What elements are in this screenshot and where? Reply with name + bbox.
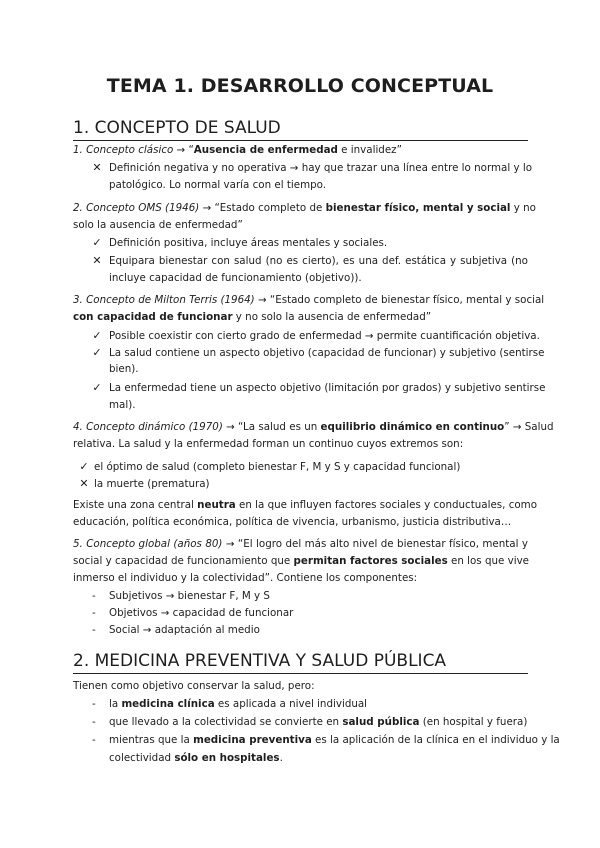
cross-icon: ✕	[92, 254, 102, 267]
concepto-dinamico-label: 4. Concepto dinámico (1970)	[73, 421, 223, 433]
text: mientras que la	[109, 734, 194, 746]
dash-bullet: -	[92, 698, 96, 710]
text: colectividad	[109, 752, 175, 764]
list-item-text	[109, 715, 527, 729]
check-icon: ✓	[92, 381, 102, 394]
bold-text: salud pública	[342, 716, 420, 728]
list-item-text: La salud contiene un aspecto objetivo (capacidad de funcionar) y subjetivo (sentirse	[109, 347, 545, 359]
list-item-text: Posible coexistir con cierto grado de enfermedad → permite cuantificación objetiva.	[109, 330, 540, 342]
list-item-text: Subjetivos → bienestar F, M y S	[109, 590, 270, 602]
text: la	[109, 698, 122, 710]
arrow-text: → “	[173, 144, 194, 156]
list-item-text: incluye capacidad de funcionamiento (objetivo)).	[109, 272, 362, 284]
bold-text: bienestar físico, mental y social	[325, 202, 511, 214]
list-item-text: Objetivos → capacidad de funcionar	[109, 607, 294, 619]
text: → “El logro del más alto nivel de bienestar físico, mental y	[222, 538, 528, 550]
text: .	[279, 752, 283, 764]
text: → “Estado completo de	[199, 202, 326, 214]
check-icon: ✓	[92, 346, 102, 359]
list-item-text	[109, 697, 367, 711]
list-item-text: patológico. Lo normal varía con el tiempo.	[109, 179, 327, 191]
list-item-text: bien).	[109, 363, 139, 375]
bold-text: medicina preventiva	[193, 734, 312, 746]
list-item-text	[109, 733, 560, 747]
list-item-text: la muerte (prematura)	[94, 478, 210, 490]
text: social y capacidad de funcionamiento que	[73, 555, 294, 567]
text: que llevado a la colectividad se convierte en	[109, 716, 343, 728]
text: es aplicada a nivel individual	[214, 698, 368, 710]
list-item-text: Definición negativa y no operativa → hay que trazar una línea entre lo normal y lo	[109, 162, 532, 174]
list-item-text: Equipara bienestar con salud (no es cierto), es una def. estática y subjetiva (no	[109, 255, 528, 267]
list-item-text: el óptimo de salud (completo bienestar F, M y S y capacidad funcional)	[94, 461, 461, 473]
list-item-text: Social → adaptación al medio	[109, 624, 260, 636]
paragraph-line: educación, política económica, política de vivencia, urbanismo, justicia distributiva…	[73, 516, 512, 528]
text: es la aplicación de la clínica en el individuo y la	[311, 734, 560, 746]
concepto-global-line	[73, 537, 528, 551]
list-item-text: mal).	[109, 399, 136, 411]
bold-text: permitan factores sociales	[293, 555, 448, 567]
dash-bullet: -	[92, 590, 96, 602]
text: Existe una zona central	[73, 499, 198, 511]
dash-bullet: -	[92, 624, 96, 636]
check-icon: ✓	[92, 236, 102, 249]
dash-bullet: -	[92, 716, 96, 728]
dash-bullet: -	[92, 734, 96, 746]
dash-bullet: -	[92, 607, 96, 619]
check-icon: ✓	[79, 460, 89, 473]
cross-icon: ✕	[79, 477, 89, 490]
paragraph-line: relativa. La salud y la enfermedad forman un continuo cuyos extremos son:	[73, 438, 464, 450]
concepto-oms-line	[73, 201, 536, 215]
rest-text: e invalidez”	[337, 144, 402, 156]
section-heading-concepto-salud: 1. CONCEPTO DE SALUD	[73, 117, 528, 141]
section-heading-medicina-preventiva: 2. MEDICINA PREVENTIVA Y SALUD PÚBLICA	[73, 650, 528, 674]
check-icon: ✓	[92, 329, 102, 342]
cross-icon: ✕	[92, 161, 102, 174]
paragraph-line: Tienen como objetivo conservar la salud, pero:	[73, 680, 315, 692]
bold-text: neutra	[197, 499, 236, 511]
concepto-terris-label: 3. Concepto de Milton Terris (1964)	[73, 294, 255, 306]
bold-text: equilibrio dinámico en continuo	[320, 421, 505, 433]
concepto-dinamico-line	[73, 420, 554, 434]
list-item-text: La enfermedad tiene un aspecto objetivo (limitación por grados) y subjetivo sentirse	[109, 382, 546, 394]
list-item-text: Definición positiva, incluye áreas mentales y sociales.	[109, 237, 388, 249]
text: en los que vive	[447, 555, 529, 567]
concepto-clasico-line	[73, 143, 402, 157]
paragraph-line: solo la ausencia de enfermedad”	[73, 219, 243, 231]
text: (en hospital y fuera)	[419, 716, 528, 728]
concepto-global-label: 5. Concepto global (años 80)	[73, 538, 223, 550]
text: y no solo la ausencia de enfermedad”	[232, 311, 432, 323]
paragraph-line	[73, 498, 537, 512]
concepto-terris-line	[73, 293, 545, 307]
text: y no	[510, 202, 536, 214]
bold-text: con capacidad de funcionar	[73, 311, 233, 323]
text: en la que influyen factores sociales y conductuales, como	[235, 499, 537, 511]
bold-text: Ausencia de enfermedad	[193, 144, 338, 156]
text: ” → Salud	[504, 421, 554, 433]
concepto-clasico-label: 1. Concepto clásico	[73, 144, 174, 156]
paragraph-line	[73, 310, 431, 324]
list-item-text	[109, 751, 283, 765]
bold-text: medicina clínica	[121, 698, 215, 710]
text: → “La salud es un	[222, 421, 321, 433]
paragraph-line	[73, 554, 528, 568]
paragraph-line: inmerso el individuo y la colectividad”. Contiene los componentes:	[73, 572, 418, 584]
document-title: TEMA 1. DESARROLLO CONCEPTUAL	[106, 75, 494, 97]
concepto-oms-label: 2. Concepto OMS (1946)	[73, 202, 200, 214]
bold-text: sólo en hospitales	[174, 752, 280, 764]
text: → “Estado completo de bienestar físico, mental y social	[254, 294, 545, 306]
